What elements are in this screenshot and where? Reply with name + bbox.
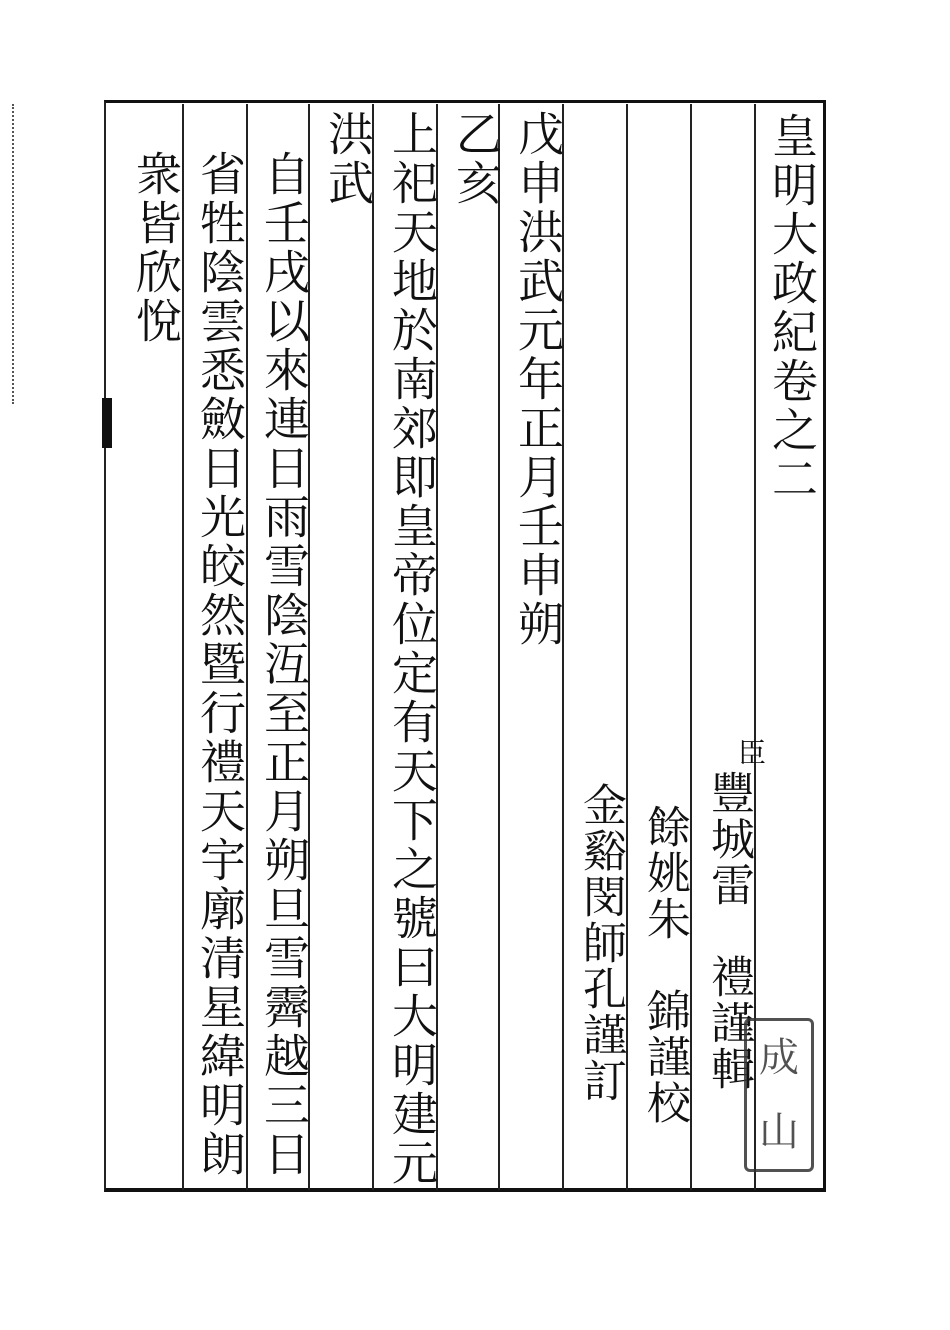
text-column-2: 乙亥 (449, 110, 503, 208)
margin-fragment (0, 104, 14, 404)
text-column-7: 衆皆欣悅 (129, 150, 183, 346)
column-rule (372, 104, 374, 1190)
text-column-5: 自壬戌以來連日雨雪陰沍至正月朔旦雪霽越三日 (257, 150, 311, 1179)
text-column-4: 洪武 (321, 110, 375, 208)
text-column-1: 戊申洪武元年正月壬申朔 (511, 110, 565, 649)
column-rule (498, 104, 500, 1190)
credit-editor: 金谿閔師孔謹訂 (575, 782, 626, 1104)
credit-proofreader: 餘姚朱 錦謹校 (639, 804, 690, 1126)
chen-mark: 臣 (734, 738, 767, 766)
text-column-3: 上祀天地於南郊即皇帝位定有天下之號曰大明建元 (385, 110, 439, 1188)
volume-title: 皇明大政紀卷之二 (765, 112, 819, 504)
seal-char: 成 (759, 1035, 799, 1081)
text-column-6: 省牲陰雲悉斂日光皎然暨行禮天宇廓清星緯明朗 (193, 150, 247, 1179)
seal-char: 山 (759, 1109, 799, 1155)
collector-seal (744, 1018, 814, 1172)
fish-tail-mark (102, 398, 112, 448)
credit-compiler: 豐城雷 禮謹輯 (703, 770, 754, 1092)
